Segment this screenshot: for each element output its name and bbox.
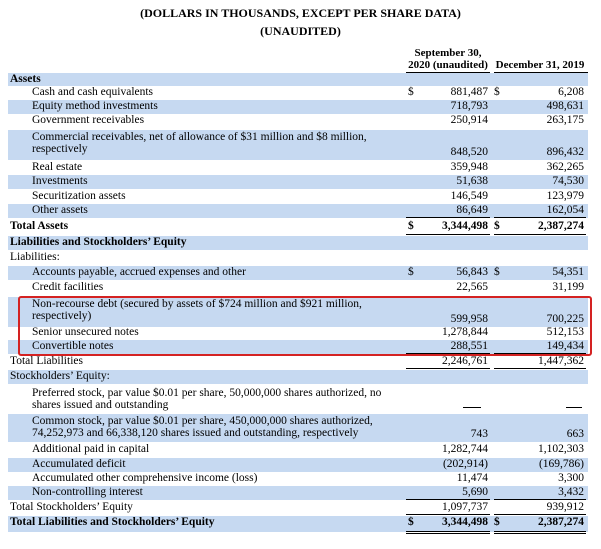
value-sep-2020: (202,914) — [442, 458, 488, 470]
table-row — [8, 114, 588, 128]
value-sep-2020: 2,246,761 — [442, 355, 488, 367]
table-row — [8, 73, 588, 86]
value-dec-2019: 123,979 — [546, 190, 584, 202]
row-label: Stockholders’ Equity: — [10, 370, 110, 382]
table-row — [8, 86, 588, 100]
value-sep-2020: 22,565 — [456, 281, 488, 293]
single-underline — [494, 499, 586, 500]
column-header-sep-2020: September 30, 2020 (unaudited) — [408, 47, 488, 71]
value-sep-2020: 1,282,744 — [442, 443, 488, 455]
value-dec-2019: 1,102,303 — [538, 443, 584, 455]
value-dec-2019: 896,432 — [546, 146, 584, 158]
row-label: Senior unsecured notes — [32, 326, 139, 338]
table-row — [8, 370, 588, 384]
value-sep-2020: 3,344,498 — [442, 220, 488, 232]
currency-symbol: $ — [408, 220, 414, 232]
table-row — [8, 175, 588, 189]
value-sep-2020: 250,914 — [450, 114, 488, 126]
value-sep-2020: 5,690 — [462, 486, 488, 498]
value-sep-2020: 718,793 — [450, 100, 488, 112]
double-underline — [406, 531, 490, 534]
row-label: Total Stockholders’ Equity — [10, 501, 133, 513]
row-label: Preferred stock, par value $0.01 per share, 50,000,000 shares authorized, no shares issued and outstanding — [32, 387, 382, 411]
single-underline — [406, 514, 490, 515]
value-sep-2020: 359,948 — [450, 161, 488, 173]
value-sep-2020: 743 — [470, 428, 488, 440]
value-sep-2020: 51,638 — [456, 175, 488, 187]
table-row — [8, 220, 588, 235]
row-label: Credit facilities — [32, 281, 104, 293]
table-row — [8, 386, 588, 414]
value-dec-2019: 3,432 — [558, 486, 584, 498]
value-dec-2019: (169,786) — [538, 458, 584, 470]
table-row — [8, 458, 588, 472]
highlight-box — [18, 296, 592, 356]
currency-symbol: $ — [494, 86, 500, 98]
row-label: Liabilities: — [10, 251, 60, 263]
value-dec-2019: 74,530 — [552, 175, 584, 187]
row-label: Securitization assets — [32, 190, 126, 202]
value-dec-2019: 663 — [566, 428, 584, 440]
row-label: Investments — [32, 175, 88, 187]
column-header-dec-2019: December 31, 2019 — [495, 59, 585, 71]
report-title: (DOLLARS IN THOUSANDS, EXCEPT PER SHARE DATA) — [140, 6, 461, 20]
currency-symbol: $ — [408, 516, 414, 528]
value-dec-2019: 362,265 — [546, 161, 584, 173]
currency-symbol: $ — [408, 86, 414, 98]
single-underline — [494, 368, 586, 369]
row-label: Cash and cash equivalents — [32, 86, 154, 98]
table-row — [8, 281, 588, 295]
value-sep-2020: 288,551 — [450, 340, 488, 352]
value-sep-2020: 146,549 — [450, 190, 488, 202]
table-row — [8, 100, 588, 114]
row-label: Total Liabilities and Stockholders’ Equity — [10, 516, 215, 528]
row-label: Non-controlling interest — [32, 486, 143, 498]
value-sep-2020: 1,278,844 — [442, 326, 488, 338]
row-label: Government receivables — [32, 114, 145, 126]
value-sep-2020: 1,097,737 — [442, 501, 488, 513]
currency-symbol: $ — [494, 220, 500, 232]
currency-symbol: $ — [408, 266, 414, 278]
value-dec-2019: 939,912 — [546, 501, 584, 513]
table-row — [8, 204, 588, 218]
table-row — [8, 516, 588, 532]
row-label: Other assets — [32, 204, 88, 216]
value-dec-2019: 1,447,362 — [538, 355, 584, 367]
table-row — [8, 190, 588, 204]
value-dec-2019: 498,631 — [546, 100, 584, 112]
report-subtitle: (UNAUDITED) — [260, 24, 341, 38]
value-dec-2019: 149,434 — [546, 340, 584, 352]
dash-mark — [566, 407, 582, 408]
row-label: Accumulated other comprehensive income (loss) — [32, 472, 258, 484]
value-sep-2020: 56,843 — [456, 266, 488, 278]
row-label: Total Liabilities — [10, 355, 83, 367]
value-dec-2019: 2,387,274 — [538, 516, 584, 528]
single-underline — [406, 368, 490, 369]
table-row — [8, 486, 588, 500]
double-underline — [494, 531, 586, 534]
single-underline — [494, 514, 586, 515]
value-sep-2020: 11,474 — [456, 472, 488, 484]
row-label: Real estate — [32, 161, 83, 173]
row-label: Liabilities and Stockholders’ Equity — [10, 236, 187, 248]
value-dec-2019: 6,208 — [558, 86, 584, 98]
single-underline — [494, 217, 586, 218]
row-label: Common stock, par value $0.01 per share, 450,000,000 shares authorized, 74,252,973 and 66,338,120 shares issued and outstanding, respectively — [32, 415, 373, 439]
value-sep-2020: 848,520 — [450, 146, 488, 158]
value-dec-2019: 263,175 — [546, 114, 584, 126]
table-row — [8, 472, 588, 486]
currency-symbol: $ — [494, 266, 500, 278]
value-sep-2020: 881,487 — [450, 86, 488, 98]
single-underline — [406, 499, 490, 500]
value-dec-2019: 512,153 — [546, 326, 584, 338]
value-sep-2020: 599,958 — [450, 313, 488, 325]
table-row — [8, 236, 588, 250]
table-row — [8, 414, 588, 442]
row-label: Non-recourse debt (secured by assets of $724 million and $921 million, respectively) — [32, 298, 362, 322]
value-dec-2019: 700,225 — [546, 313, 584, 325]
row-label: Total Assets — [10, 220, 69, 232]
value-dec-2019: 31,199 — [552, 281, 584, 293]
row-label: Accounts payable, accrued expenses and other — [32, 266, 246, 278]
table-row — [8, 501, 588, 515]
value-dec-2019: 2,387,274 — [538, 220, 584, 232]
table-row — [8, 251, 588, 265]
row-label: Equity method investments — [32, 100, 158, 112]
table-row — [8, 355, 588, 369]
currency-symbol: $ — [494, 516, 500, 528]
table-row — [8, 443, 588, 457]
row-label: Commercial receivables, net of allowance of $31 million and $8 million, respectively — [32, 131, 367, 155]
row-label: Convertible notes — [32, 340, 114, 352]
row-label: Additional paid in capital — [32, 443, 150, 455]
value-dec-2019: 54,351 — [552, 266, 584, 278]
value-sep-2020: 86,649 — [456, 204, 488, 216]
value-dec-2019: 162,054 — [546, 204, 584, 216]
row-label: Accumulated deficit — [32, 458, 126, 470]
value-dec-2019: 3,300 — [558, 472, 584, 484]
value-sep-2020: 3,344,498 — [442, 516, 488, 528]
table-row — [8, 130, 588, 160]
row-label: Assets — [10, 73, 41, 85]
single-underline — [406, 217, 490, 218]
table-row — [8, 266, 588, 280]
table-row — [8, 161, 588, 175]
dash-mark — [463, 407, 481, 408]
